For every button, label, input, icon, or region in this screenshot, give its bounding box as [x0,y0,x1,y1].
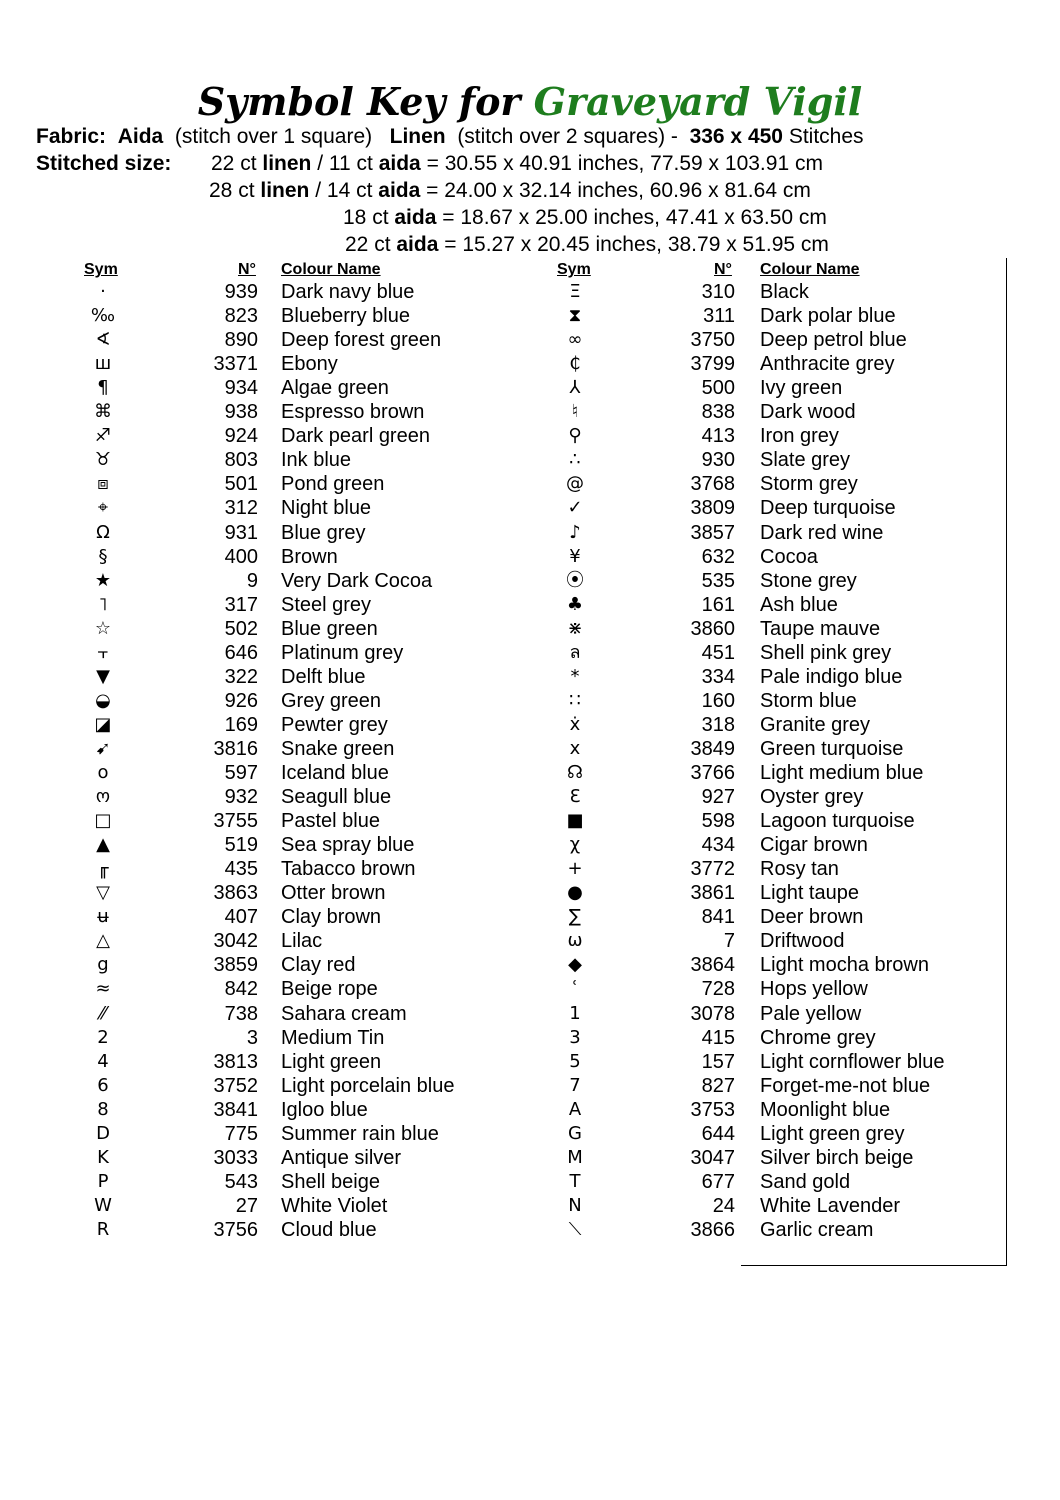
colour-name: Storm grey [760,473,858,496]
colour-name: Dark red wine [760,521,884,544]
colour-name: Espresso brown [281,401,425,424]
colour-name: Lagoon turquoise [760,810,915,833]
size-line-2-fabric2: aida [378,179,421,202]
thread-number: 938 [224,401,258,424]
colour-name: Deep forest green [281,329,442,352]
thread-number: 924 [224,425,258,448]
thread-number: 3866 [690,1218,735,1241]
colour-name: Black [760,281,809,303]
colour-name: Driftwood [760,930,845,953]
symbol-glyph: ล [569,641,581,663]
thread-number: 3756 [213,1218,258,1241]
thread-number: 519 [224,834,258,857]
symbol-glyph: ▼ [96,665,110,687]
colour-name: Ash blue [760,593,838,616]
colour-name: Silver birch beige [760,1146,914,1169]
symbol-glyph: M [567,1146,583,1168]
size-line-2 [209,178,811,204]
symbol-glyph: ∷ [569,689,581,711]
symbol-glyph: ♣ [566,593,584,615]
thread-number: 827 [701,1074,735,1097]
colour-name: Stone grey [760,569,857,592]
bottom-border-line [741,1265,1007,1266]
symbol-glyph: T [569,1170,581,1192]
colour-name: Dark pearl green [281,425,430,448]
symbol-glyph: ● [567,882,583,904]
symbol-glyph: △ [96,930,110,952]
fabric-aida-note: (stitch over 1 square) [174,125,373,148]
thread-number: 24 [712,1194,735,1217]
thread-number: 413 [701,425,735,448]
size-line-2-mid: / 14 ct [315,179,373,202]
colour-name: Beige rope [281,978,378,1001]
thread-number: 646 [224,641,258,664]
thread-number: 3753 [690,1098,735,1121]
colour-name: Light taupe [760,882,859,905]
thread-number: 3809 [690,497,735,520]
thread-number: 435 [224,858,258,881]
colour-name: Tabacco brown [281,858,416,881]
symbol-glyph: ➹ [95,737,111,759]
thread-number: 728 [701,978,735,1001]
symbol-glyph: * [570,665,580,687]
colour-name: Hops yellow [760,978,868,1001]
stitched-size-label: Stitched size: [36,152,172,175]
colour-name: Ink blue [281,449,352,472]
colour-name: Algae green [281,377,389,400]
thread-number: 3841 [213,1098,258,1121]
colour-name: Chrome grey [760,1026,876,1049]
size-line-1 [211,151,823,177]
thread-number: 932 [224,786,258,809]
thread-number: 3768 [690,473,735,496]
symbol-glyph: + [567,858,583,880]
thread-number: 598 [701,810,735,833]
symbol-glyph: ⋇ [567,617,583,639]
colour-name: Medium Tin [281,1026,385,1049]
thread-number: 3799 [690,353,735,376]
thread-number: 317 [224,593,258,616]
size-line-1-dims: = 30.55 x 40.91 inches, 77.59 x 103.91 cm [426,152,823,175]
symbol-glyph: ☊ [567,762,583,783]
colour-name: Ivy green [760,377,843,400]
thread-number: 334 [701,665,735,688]
right-border-line [1006,258,1007,1266]
symbol-glyph: ₵ [569,353,581,375]
symbol-glyph: W [94,1194,112,1216]
symbol-glyph: ✓ [567,497,583,519]
fabric-linen-note: (stitch over 2 squares) - [457,125,678,148]
header-sym-right: Sym [557,261,591,278]
fabric-label: Fabric: [36,125,107,148]
colour-name: Otter brown [281,882,386,905]
symbol-glyph: 1 [569,1002,581,1024]
symbol-glyph: ♐ [94,425,112,447]
colour-name: Shell beige [281,1170,380,1193]
symbol-glyph: G [568,1122,582,1144]
colour-name: Dark wood [760,401,856,424]
size-line-1-mid: / 11 ct [317,152,373,175]
colour-name: Ebony [281,353,338,376]
colour-name: Deep petrol blue [760,329,907,352]
colour-name: Green turquoise [760,737,904,760]
colour-name: Granite grey [760,713,871,736]
thread-number: 434 [701,834,735,857]
colour-name: Taupe mauve [760,617,881,640]
thread-number: 775 [224,1122,258,1145]
symbol-glyph: □ [94,810,112,832]
thread-number: 3752 [213,1074,258,1097]
colour-name: Pale yellow [760,1002,862,1025]
size-line-1-pre: 22 ct [211,152,257,175]
colour-name: Iron grey [760,425,839,448]
thread-number: 3857 [690,521,735,544]
thread-number: 3864 [690,954,735,977]
symbol-glyph: ╓ [97,858,109,880]
thread-number: 927 [701,786,735,809]
thread-number: 415 [701,1026,735,1049]
size-line-3 [343,205,827,231]
colour-name: Very Dark Cocoa [281,569,433,592]
symbol-glyph: x [569,737,581,759]
colour-name: Cloud blue [281,1218,377,1241]
colour-name: White Violet [281,1194,388,1217]
symbol-glyph: 8 [97,1098,109,1120]
thread-number: 842 [224,978,258,1001]
size-line-2-fabric: linen [260,179,310,202]
symbol-glyph: ⧗ [568,305,582,327]
thread-number: 644 [701,1122,735,1145]
symbol-glyph: Ɛ [569,786,581,808]
thread-number: 677 [701,1170,735,1193]
header-num-left: N° [238,261,256,278]
symbol-glyph: ☆ [94,617,112,639]
thread-number: 502 [224,617,258,640]
colour-name: Snake green [281,737,395,760]
thread-number: 7 [723,930,735,953]
colour-name: Dark polar blue [760,305,896,328]
colour-name: Lilac [281,930,323,953]
symbol-glyph: 3 [569,1026,581,1048]
thread-number: 451 [701,641,735,664]
thread-number: 3766 [690,762,735,784]
size-line-4-fabric: aida [396,233,439,256]
size-line-1-fabric2: aida [378,152,421,175]
symbol-glyph: Ω [96,521,110,543]
thread-number: 312 [224,497,258,520]
thread-number: 3750 [690,329,735,352]
thread-number: 3849 [690,737,735,760]
colour-name: Anthracite grey [760,353,895,376]
colour-name: Brown [281,545,338,568]
thread-number: 3860 [690,617,735,640]
colour-name: Garlic cream [760,1218,874,1241]
symbol-glyph: ∴ [569,449,581,471]
size-line-3-dims: = 18.67 x 25.00 inches, 47.41 x 63.50 cm [442,206,827,229]
colour-name: Grey green [281,689,382,712]
thread-number: 841 [701,906,735,929]
symbol-glyph: ⧈ [97,473,109,495]
thread-number: 597 [224,762,258,784]
colour-name: Light green [281,1050,382,1073]
thread-number: 9 [246,569,258,592]
thread-number: 311 [703,305,735,328]
colour-name: Slate grey [760,449,851,472]
thread-number: 632 [701,545,735,568]
symbol-glyph: ˥ [98,593,108,615]
colour-name: Moonlight blue [760,1098,891,1121]
thread-number: 3371 [213,353,258,376]
symbol-glyph: · [100,281,106,302]
colour-name: Antique silver [281,1146,402,1169]
thread-number: 3816 [213,737,258,760]
colour-name: Forget-me-not blue [760,1074,931,1097]
size-line-3-fabric: aida [394,206,437,229]
thread-number: 3042 [213,930,258,953]
thread-number: 535 [701,569,735,592]
symbol-glyph: ◪ [94,713,112,735]
thread-number: 400 [224,545,258,568]
colour-name: Light medium blue [760,762,924,784]
thread-number: 803 [224,449,258,472]
fabric-aida: Aida [117,125,164,148]
symbol-glyph: ♪ [569,521,581,543]
thread-number: 161 [701,593,735,616]
colour-name: Shell pink grey [760,641,892,664]
symbol-glyph: ⌖ [97,497,109,519]
thread-number: 3772 [690,858,735,881]
size-line-4 [345,232,829,258]
colour-name: Pond green [281,473,385,496]
colour-name: Night blue [281,497,372,520]
stitched-size-label-line [36,151,171,177]
page-title [0,78,1060,126]
symbol-glyph: ⟍ [568,1218,582,1240]
title-prefix: Symbol Key for [197,79,521,124]
thread-number: 160 [701,689,735,712]
symbol-glyph: R [96,1218,110,1240]
colour-name: Pale indigo blue [760,665,903,688]
symbol-glyph: ⌘ [94,401,112,423]
colour-name: Delft blue [281,665,366,688]
colour-name: Blue grey [281,521,366,544]
header-num-right: N° [714,261,732,278]
thread-number: 3861 [690,882,735,905]
colour-name: Cigar brown [760,834,868,857]
thread-number: 838 [701,401,735,424]
thread-number: 3863 [213,882,258,905]
thread-number: 157 [701,1050,735,1073]
thread-number: 926 [224,689,258,712]
thread-number: 939 [224,281,258,303]
symbol-glyph: ▽ [96,882,110,904]
symbol-glyph: ◒ [95,689,111,711]
symbol-glyph: ∞ [567,329,583,351]
thread-number: 890 [224,329,258,352]
symbol-glyph: ო [95,786,111,808]
symbol-glyph: ω [567,930,583,952]
colour-name: Light green grey [760,1122,905,1145]
header-sym-left: Sym [84,261,118,278]
colour-name: Steel grey [281,593,372,616]
symbol-glyph: ‰ [90,305,116,327]
thread-number: 543 [224,1170,258,1193]
colour-name: Light mocha brown [760,954,929,977]
symbol-glyph: ■ [566,810,584,832]
colour-name: Clay brown [281,906,382,929]
colour-name: Summer rain blue [281,1122,439,1145]
thread-number: 3078 [690,1002,735,1025]
symbol-glyph: ¶ [97,377,109,399]
symbol-glyph: ¥ [569,545,581,567]
symbol-glyph: P [97,1170,109,1192]
thread-number: 3813 [213,1050,258,1073]
colour-name: Blue green [281,617,378,640]
symbol-glyph: 4 [97,1050,109,1072]
symbol-glyph: ʉ [97,906,109,928]
pattern-name: Graveyard Vigil [533,79,863,124]
colour-name: Seagull blue [281,786,392,809]
symbol-glyph: ▲ [96,834,110,856]
thread-number: 3859 [213,954,258,977]
symbol-glyph: ẋ [569,713,581,735]
colour-name: Sand gold [760,1170,851,1193]
fabric-linen: Linen [389,125,446,148]
colour-name: Sea spray blue [281,834,415,857]
thread-number: 931 [224,521,258,544]
size-line-1-fabric: linen [262,152,312,175]
size-line-2-dims: = 24.00 x 32.14 inches, 60.96 x 81.64 cm [426,179,811,202]
colour-name: Clay red [281,954,356,977]
colour-name: Oyster grey [760,786,864,809]
symbol-glyph: ≈ [95,978,111,1000]
symbol-glyph: ♉ [94,449,112,471]
symbol-glyph: ∑ [568,906,582,928]
colour-name: Pastel blue [281,810,380,833]
symbol-glyph: ∢ [95,329,111,351]
symbol-glyph: 2 [97,1026,109,1048]
colour-name: Deer brown [760,906,864,929]
colour-name: Iceland blue [281,762,389,784]
colour-name: Rosy tan [760,858,839,881]
size-line-2-pre: 28 ct [209,179,255,202]
colour-name: Light porcelain blue [281,1074,455,1097]
symbol-glyph: ⅄ [569,377,581,399]
thread-number: 27 [235,1194,258,1217]
thread-number: 501 [224,473,258,496]
colour-name: Igloo blue [281,1098,368,1121]
header-name-left: Colour Name [281,261,381,278]
colour-name: Platinum grey [281,641,404,664]
thread-number: 3 [246,1026,258,1049]
colour-name: Pewter grey [281,713,388,736]
colour-name: White Lavender [760,1194,901,1217]
symbol-glyph: D [96,1122,110,1144]
symbol-glyph: 6 [97,1074,109,1096]
thread-number: 500 [701,377,735,400]
stitch-word: Stitches [788,125,864,148]
size-line-3-pre: 18 ct [343,206,389,229]
symbol-glyph: K [97,1146,109,1168]
symbol-glyph: 5 [569,1050,581,1072]
symbol-glyph: χ [569,834,581,856]
colour-name: Cocoa [760,545,818,568]
symbol-glyph: ⚲ [568,425,582,447]
symbol-glyph: ♮ [571,401,579,423]
thread-number: 934 [224,377,258,400]
fabric-line [36,124,864,150]
symbol-glyph: ʿ [572,978,578,1000]
thread-number: 407 [224,906,258,929]
colour-name: Sahara cream [281,1002,407,1025]
thread-number: 738 [224,1002,258,1025]
symbol-glyph: g [97,954,109,976]
colour-name: Dark navy blue [281,281,415,303]
thread-number: 930 [701,449,735,472]
header-name-right: Colour Name [760,261,860,278]
thread-number: 169 [224,713,258,736]
thread-number: 3755 [213,810,258,833]
stitch-count: 336 x 450 [689,125,783,148]
colour-name: Storm blue [760,689,857,712]
size-line-4-pre: 22 ct [345,233,391,256]
size-line-4-dims: = 15.27 x 20.45 inches, 38.79 x 51.95 cm [444,233,829,256]
symbol-glyph: A [568,1098,582,1120]
symbol-glyph: ★ [94,569,112,591]
thread-number: 310 [701,281,735,303]
symbol-glyph: o [97,762,109,783]
thread-number: 3047 [690,1146,735,1169]
thread-number: 3033 [213,1146,258,1169]
symbol-glyph: @ [566,473,584,495]
symbol-glyph: 7 [569,1074,581,1096]
symbol-glyph: N [568,1194,582,1216]
symbol-glyph: ш [94,353,112,375]
colour-name: Deep turquoise [760,497,896,520]
colour-name: Blueberry blue [281,305,410,328]
symbol-glyph: ⫟ [97,641,109,663]
symbol-glyph: Ξ [569,281,581,302]
thread-number: 322 [224,665,258,688]
thread-number: 823 [224,305,258,328]
symbol-glyph: § [98,545,108,567]
symbol-glyph: ◆ [568,954,582,976]
symbol-glyph: ⁄⁄ [99,1002,106,1024]
symbol-glyph: ⦿ [566,569,584,591]
thread-number: 318 [701,713,735,736]
colour-name: Light cornflower blue [760,1050,945,1073]
